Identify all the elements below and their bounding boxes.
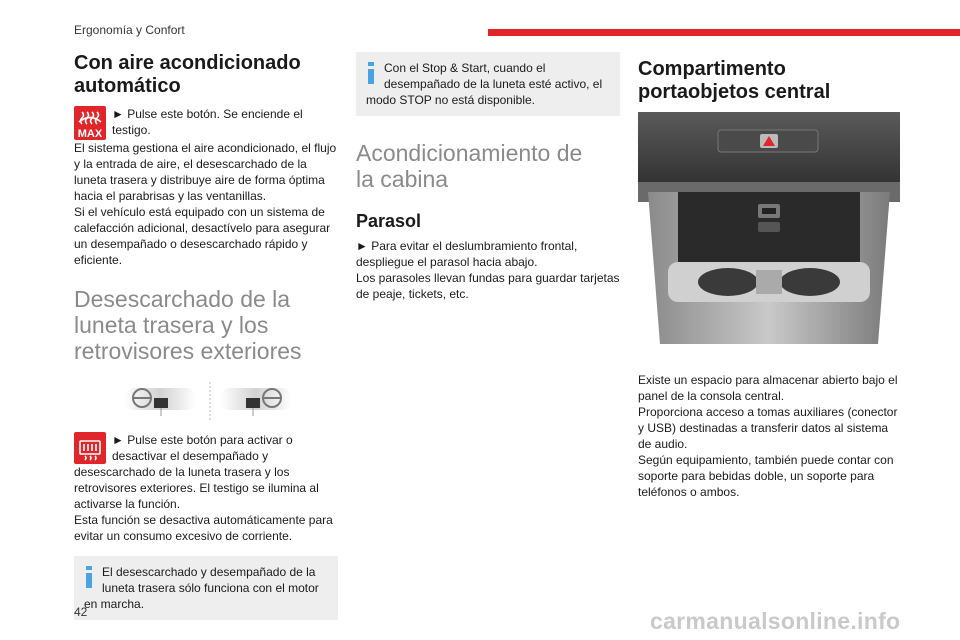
- storage-paragraph-3: Según equipamiento, también puede contar con soporte para bebidas doble, un soporte para teléfonos o ambos.: [638, 453, 894, 499]
- column-3: [638, 58, 902, 500]
- sunvisor-heading: Parasol: [356, 211, 422, 231]
- sunvisor-instruction: ► Para evitar el deslumbramiento frontal, despliegue el parasol hacia abajo.: [356, 239, 578, 269]
- info-icon: [366, 62, 376, 84]
- rear-defrost-icon: [74, 432, 106, 464]
- stopstart-info-text: Con el Stop & Start, cuando el desempañado de la luneta esté activo, el modo STOP no está disponible.: [366, 61, 603, 107]
- defrost-button-row: [74, 430, 338, 512]
- info-icon: [84, 566, 94, 588]
- storage-paragraph-1: Existe un espacio para almacenar abierto bajo el panel de la consola central.: [638, 373, 898, 403]
- defrost-info-box: [74, 556, 338, 620]
- column-1: [74, 52, 338, 620]
- dashboard-button-location-icon: [120, 382, 296, 420]
- ac-button-row: [74, 104, 338, 138]
- page-number: 42: [74, 605, 88, 619]
- column-2: [356, 52, 620, 302]
- footer-watermark: carmanualsonline.info: [650, 608, 901, 634]
- header-accent-bar: [488, 29, 960, 36]
- ac-paragraph-1: El sistema gestiona el aire acondicionado, el flujo y la entrada de aire, el desescarchado de la luneta trasera y distribuye aire de forma óptima hacia el parabrisas y las ventanillas.: [74, 141, 337, 203]
- defrost-heading: Desescarchado de la luneta trasera y los retrovisores exteriores: [74, 286, 302, 364]
- sunvisor-paragraph: Los parasoles llevan fundas para guardar tarjetas de peaje, tickets, etc.: [356, 271, 620, 301]
- running-header: Ergonomía y Confort: [74, 23, 185, 37]
- defrost-illustration: [120, 382, 296, 420]
- storage-heading: Compartimento portaobjetos central: [638, 58, 831, 103]
- storage-paragraph-2: Proporciona acceso a tomas auxiliares (conector y USB) destinadas a transferir datos al sistema de audio.: [638, 405, 898, 451]
- svg-text:MAX: MAX: [77, 128, 103, 140]
- ac-paragraph-2: Si el vehículo está equipado con un sistema de calefacción adicional, desactívelo para asegurar un desempañado o desescarchado rápido y eficiente.: [74, 205, 331, 267]
- ac-auto-heading: Con aire acondicionado automático: [74, 52, 301, 97]
- ac-max-icon: [74, 106, 106, 140]
- fan-icon: [74, 106, 106, 140]
- defrost-info-text: El desescarchado y desempañado de la luneta trasera sólo funciona con el motor en marcha.: [84, 565, 319, 611]
- center-console-image: [638, 112, 900, 344]
- cabin-heading: Acondicionamiento de la cabina: [356, 140, 583, 192]
- console-photo: [638, 112, 900, 344]
- defrost-paragraph: Esta función se desactiva automáticamente para evitar un consumo excesivo de corriente.: [74, 513, 333, 543]
- ac-instruction: ► Pulse este botón. Se enciende el testigo.: [112, 107, 303, 137]
- stopstart-info-box: [356, 52, 620, 116]
- defrost-instruction: ► Pulse este botón para activar o desactivar el desempañado y desescarchado de la luneta trasera y los retrovisores exteriores. El testigo se ilumina al activarse la función.: [74, 433, 319, 511]
